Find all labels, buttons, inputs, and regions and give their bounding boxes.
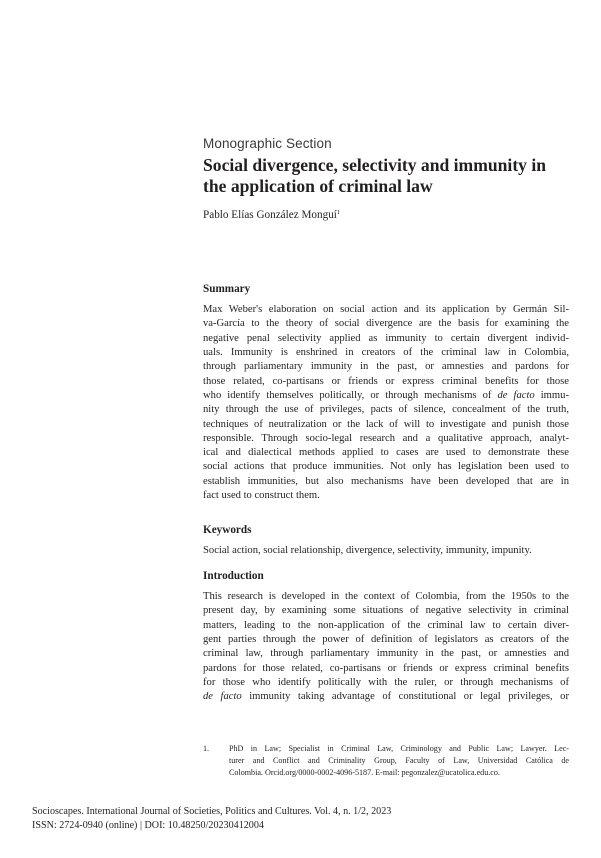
- intro-line: matters, leading to the non-application of the criminal law to certain diver-: [203, 619, 569, 631]
- summary-line: through parliamentary immunity in the past, or amnesties and pardons for: [203, 361, 569, 373]
- intro-line: pardons for those related, co-partisans or friends or express criminal benefits: [203, 662, 569, 674]
- italic-term: de facto: [203, 691, 242, 703]
- summary-line: techniques of neutralization or the lack of will to investigate and punish those: [203, 418, 569, 430]
- title-line-2: the application of criminal law: [203, 176, 433, 196]
- section-label: Monographic Section: [203, 136, 332, 151]
- keywords-text: [203, 544, 569, 558]
- article-title: [203, 155, 573, 197]
- intro-line: [203, 690, 569, 704]
- summary-line: [203, 389, 569, 403]
- summary-line: negative penal selectivity applied as immunity to certain divergent individ-: [203, 332, 569, 344]
- footnote: [203, 743, 569, 779]
- footnote-number: 1.: [203, 744, 210, 753]
- journal-issn-doi: ISSN: 2724-0940 (online) | DOI: 10.48250/20230412004: [32, 820, 264, 831]
- intro-line: gent parties through the power of definition of legislators as creators of the: [203, 633, 569, 645]
- summary-line: fact used to construct them.: [203, 490, 320, 502]
- summary-line: those related, co-partisans or friends or express criminal benefits for those: [203, 375, 569, 387]
- journal-citation: Socioscapes. International Journal of Societies, Politics and Cultures. Vol. 4, n. 1/2, 2023: [32, 806, 392, 817]
- introduction-paragraph: [203, 590, 569, 705]
- footnote-line: turer and Conflict and Criminality Group, Faculty of Law, Universidad Católica de: [229, 756, 569, 765]
- author-text: Pablo Elías González Monguí: [203, 209, 337, 221]
- journal-footer: [32, 805, 391, 833]
- summary-line: responsible. Through socio-legal research and a qualitative approach, analyt-: [203, 432, 569, 444]
- summary-line-text: who identify themselves politically, or through mechanisms of: [203, 389, 492, 401]
- summary-line: Max Weber's elaboration on social action and its application by Germán Sil-: [203, 304, 569, 315]
- summary-line: va-García to the theory of social divergence are the basis for examining the: [203, 318, 569, 330]
- keywords-heading: Keywords: [203, 524, 252, 536]
- intro-line-rest: immunity taking advantage of constitutional or legal privileges, or: [241, 691, 569, 703]
- footnote-line: Colombia. Orcid.org/0000-0002-4096-5187. E-mail: pegonzalez@ucatolica.edu.co.: [229, 768, 500, 777]
- summary-heading: Summary: [203, 283, 251, 295]
- intro-line: This research is developed in the context of Colombia, from the 1950s to the: [203, 591, 569, 602]
- author-name: [203, 209, 340, 221]
- summary-line-tail: immu-: [534, 389, 569, 401]
- title-line-1: Social divergence, selectivity and immunity in: [203, 155, 547, 175]
- intro-line: criminal law, through parliamentary immunity in the past, or amnesties and: [203, 648, 569, 660]
- summary-line: uals. Immunity is enshrined in creators of the criminal law in Colombia,: [203, 346, 569, 358]
- intro-line: present day, by examining some situations of negative selectivity in criminal: [203, 605, 569, 617]
- summary-line: establish immunities, but also mechanisms have been developed that are in: [203, 475, 569, 487]
- summary-paragraph: [203, 303, 569, 503]
- introduction-heading: Introduction: [203, 570, 264, 582]
- summary-line: ical and dialectical methods applied to cases are used to demonstrate these: [203, 447, 569, 459]
- italic-term: de facto: [497, 389, 535, 401]
- footnote-body: [229, 743, 569, 779]
- summary-line: social actions that produce immunities. Not only has legislation been used to: [203, 461, 569, 473]
- footnote-line: PhD in Law; Specialist in Criminal Law, Criminology and Public Law; Lawyer. Lec-: [229, 744, 569, 753]
- intro-line: for those who identify politically with the ruler, or through mechanisms of: [203, 676, 569, 688]
- keywords-line: Social action, social relationship, divergence, selectivity, immunity, impunity.: [203, 545, 532, 556]
- author-footnote-marker[interactable]: 1: [336, 209, 341, 216]
- summary-line: nity through the use of privileges, pacts of silence, concealment of the truth,: [203, 404, 569, 416]
